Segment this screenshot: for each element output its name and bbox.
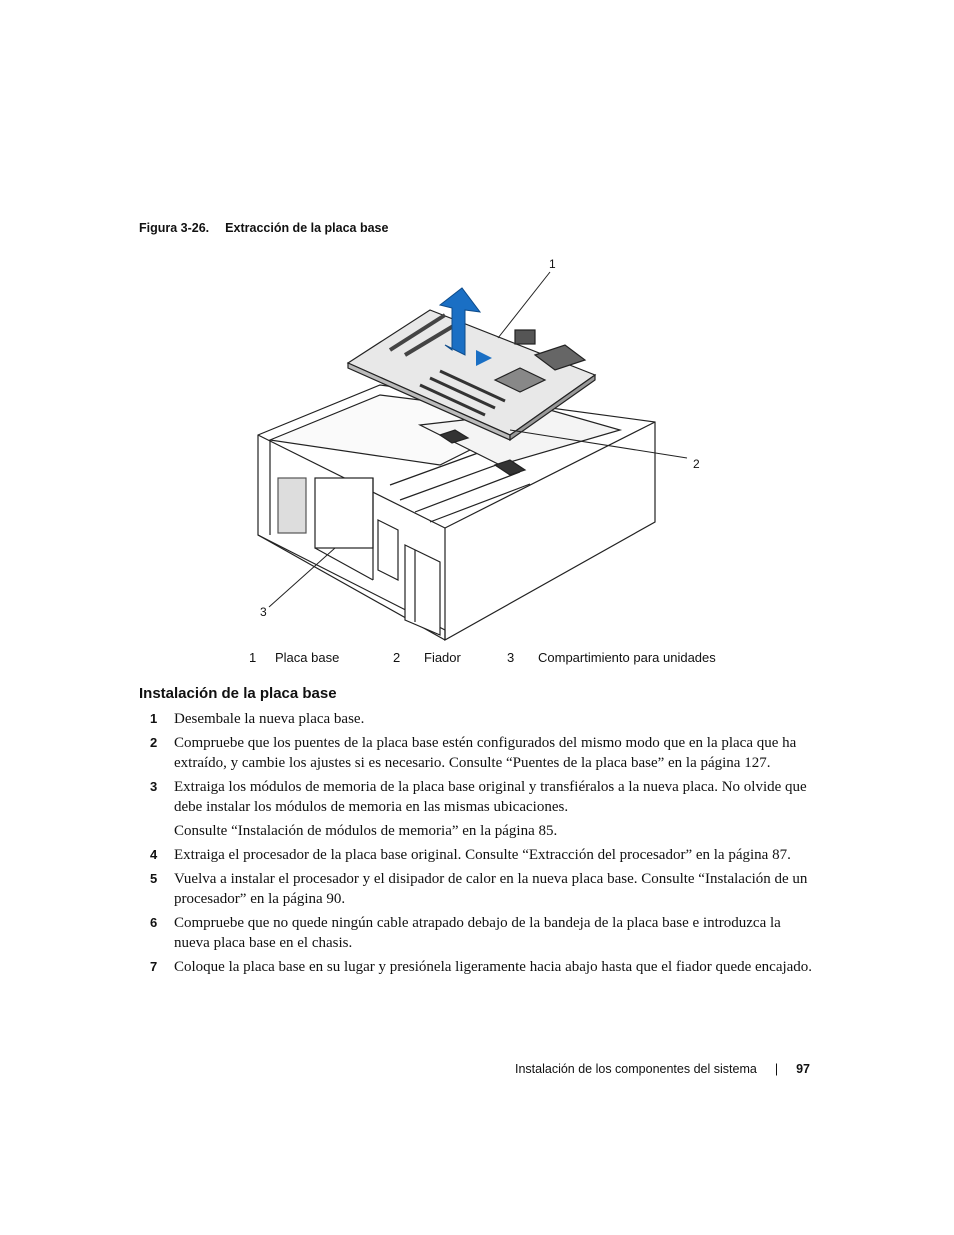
callout-2: 2 [693, 457, 700, 471]
step-text: Vuelva a instalar el procesador y el disipador de calor en la nueva placa base. Consulte “Instalación de un procesador” en la página 90. [174, 871, 808, 907]
step-text: Desembale la nueva placa base. [174, 711, 365, 727]
step-6 [150, 913, 820, 953]
page-footer [515, 1062, 810, 1076]
step-number: 1 [150, 711, 158, 726]
installation-steps [150, 709, 820, 981]
motherboard-removal-illustration [240, 250, 720, 650]
callout-3: 3 [260, 605, 267, 619]
step-2 [150, 733, 820, 773]
legend-num-1: 1 [249, 650, 257, 665]
section-title: Instalación de la placa base [139, 685, 337, 702]
legend-text-3: Compartimiento para unidades [538, 650, 716, 665]
step-number: 4 [150, 847, 158, 862]
step-1 [150, 709, 820, 729]
step-number: 7 [150, 959, 158, 974]
step-text: Extraiga los módulos de memoria de la placa base original y transfiéralos a la nueva placa. No olvide que debe instalar los módulos de memoria en las mismas ubicaciones. [174, 779, 807, 815]
step-text: Compruebe que no quede ningún cable atrapado debajo de la bandeja de la placa base e introduzca la nueva placa base en el chasis. [174, 915, 781, 951]
step-text: Coloque la placa base en su lugar y presiónela ligeramente hacia abajo hasta que el fiador quede encajado. [174, 959, 813, 975]
step-text: Extraiga el procesador de la placa base original. Consulte “Extracción del procesador” en la página 87. [174, 847, 791, 863]
step-number: 5 [150, 871, 158, 886]
legend-num-2: 2 [393, 650, 401, 665]
step-5 [150, 869, 820, 909]
step-4 [150, 845, 820, 865]
step-extra-text: Consulte “Instalación de módulos de memoria” en la página 85. [174, 823, 558, 839]
step-number: 6 [150, 915, 158, 930]
step-text: Compruebe que los puentes de la placa base estén configurados del mismo modo que en la placa que ha extraído, y cambie los ajustes si es necesario. Consulte “Puentes de la placa base” en la página 127. [174, 735, 797, 771]
legend-num-3: 3 [507, 650, 515, 665]
legend-text-2: Fiador [424, 650, 461, 665]
legend-text-1: Placa base [275, 650, 340, 665]
figure-label: Figura 3-26. [139, 221, 210, 235]
page-number: 97 [796, 1062, 810, 1076]
footer-section: Instalación de los componentes del sistema [515, 1062, 757, 1076]
step-7 [150, 957, 820, 977]
step-number: 3 [150, 779, 158, 794]
step-number: 2 [150, 735, 158, 750]
figure-caption [139, 221, 388, 235]
step-3 [150, 777, 820, 841]
footer-separator: | [774, 1062, 779, 1076]
callout-1: 1 [549, 257, 556, 271]
figure-title: Extracción de la placa base [225, 221, 389, 235]
